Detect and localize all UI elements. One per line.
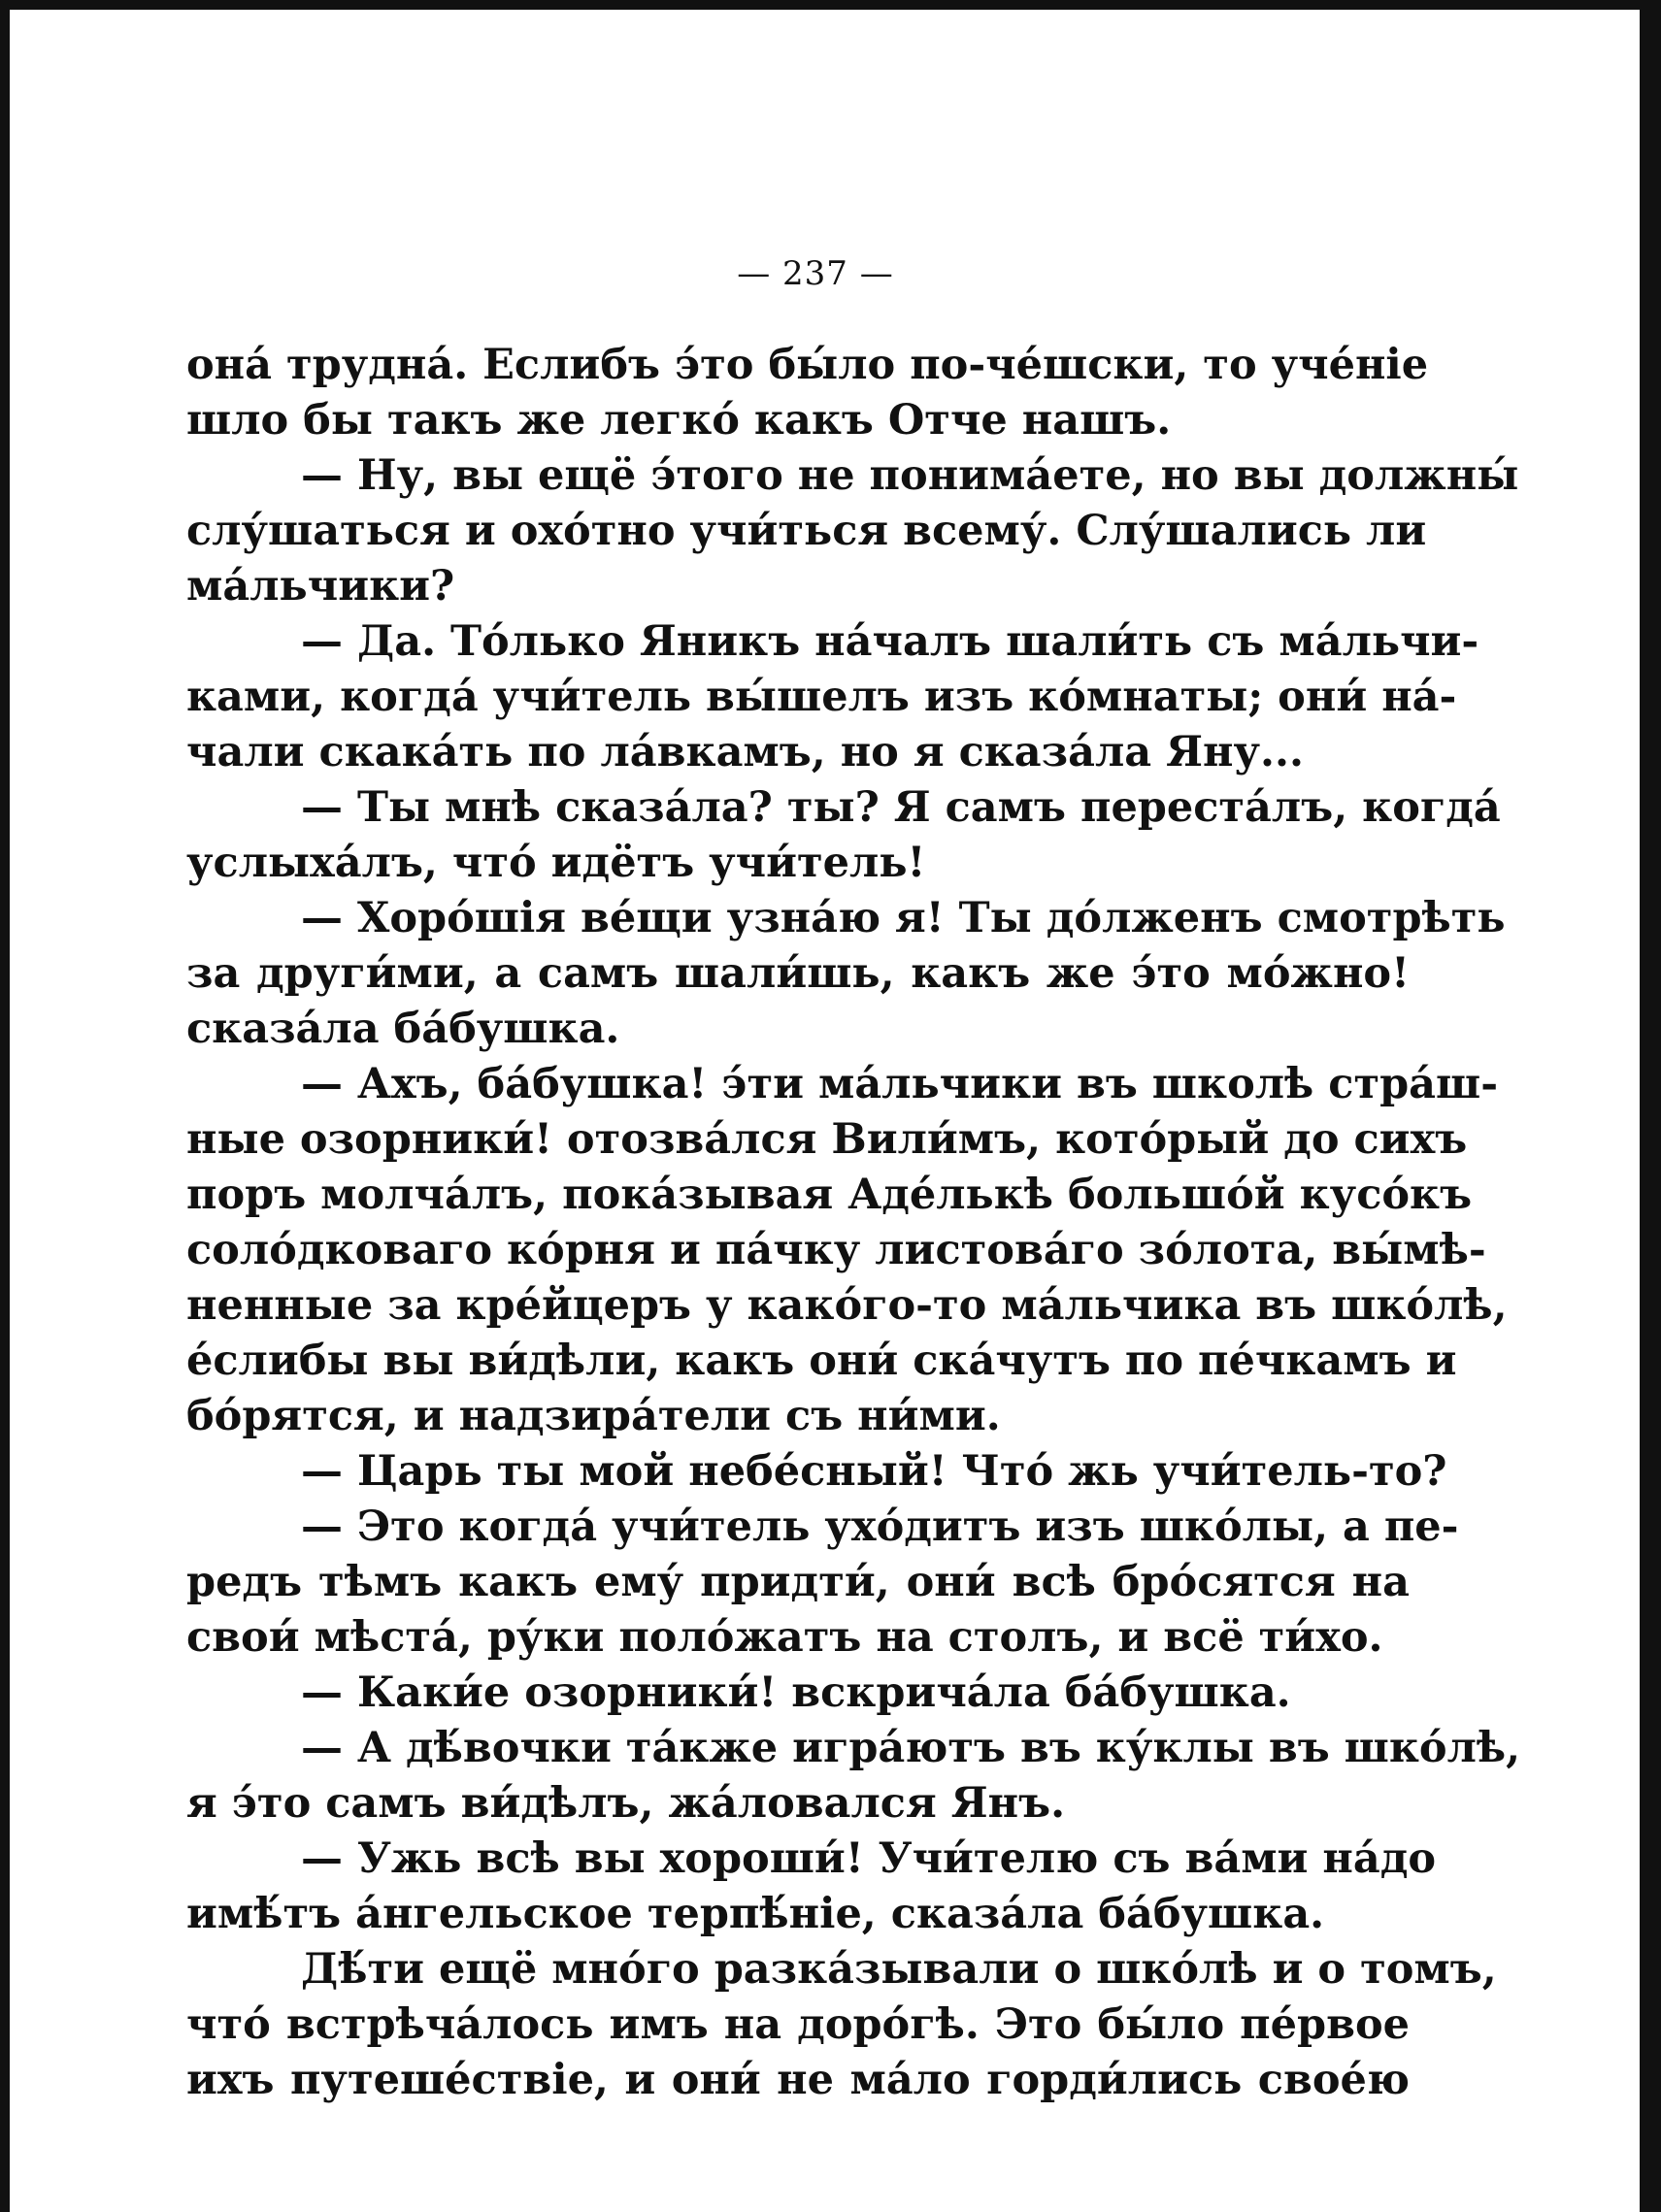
text-line: — Ужь всѣ вы хороши́! Учи́телю съ ва́ми на́до	[301, 1834, 1437, 1883]
text-line: ные озорники́! отозва́лся Вили́мъ, кото́рый до сихъ	[186, 1115, 1468, 1164]
text-line: она́ трудна́. Еслибъ э́то бы́ло по-че́шски, то уче́ніе	[186, 341, 1429, 389]
text-line: — Каки́е озорники́! вскрича́ла ба́бушка.	[301, 1668, 1291, 1717]
page-number: — 237 —	[737, 254, 894, 293]
body-text	[186, 338, 1521, 2108]
text-line: — А дѣ́вочки та́кже игра́ютъ въ ку́клы въ шко́лѣ,	[301, 1724, 1521, 1772]
text-line: — Да. То́лько Яникъ на́чалъ шали́ть съ ма́льчи-	[301, 617, 1479, 666]
text-line: ихъ путеше́ствіе, и они́ не ма́ло горди́лись свое́ю	[186, 2056, 1410, 2104]
scan-border-right	[1640, 0, 1661, 2212]
text-line: ненные за кре́йцеръ у како́го-то ма́льчика въ шко́лѣ,	[186, 1281, 1508, 1330]
text-line: услыха́лъ, что́ идётъ учи́тель!	[186, 839, 926, 887]
text-line: — Хоро́шія ве́щи узна́ю я! Ты до́лженъ смотрѣть	[301, 894, 1506, 942]
text-line: что́ встрѣча́лось имъ на доро́гѣ. Это бы́ло пе́рвое	[186, 2000, 1410, 2049]
text-line: я э́то самъ ви́дѣлъ, жа́ловался Янъ.	[186, 1779, 1066, 1828]
text-line: редъ тѣмъ какъ ему́ придти́, они́ всѣ бро́сятся на	[186, 1558, 1410, 1606]
text-line: за други́ми, а самъ шали́шь, какъ же э́то мо́жно!	[186, 949, 1410, 998]
text-line: — Ты мнѣ сказа́ла? ты? Я самъ переста́лъ, когда́	[301, 783, 1501, 832]
text-line: ма́льчики?	[186, 562, 455, 611]
text-line: шло бы такъ же легко́ какъ Отче нашъ.	[186, 396, 1172, 445]
text-line: поръ молча́лъ, пока́зывая Аде́лькѣ большо́й кусо́къ	[186, 1171, 1473, 1219]
text-line: чали скака́ть по ла́вкамъ, но я сказа́ла Яну...	[186, 728, 1304, 776]
text-line: соло́дковаго ко́рня и па́чку листова́го зо́лота, вы́мѣ-	[186, 1226, 1486, 1274]
text-line: имѣ́тъ а́нгельское терпѣ́ніе, сказа́ла ба́бушка.	[186, 1890, 1325, 1938]
text-line: — Это когда́ учи́тель ухо́дитъ изъ шко́лы, а пе-	[301, 1502, 1459, 1551]
text-line: ками, когда́ учи́тель вы́шелъ изъ ко́мнаты; они́ на́-	[186, 673, 1457, 721]
scan-border-top	[0, 0, 1661, 10]
scan-border-left	[0, 0, 10, 2212]
text-line: — Ахъ, ба́бушка! э́ти ма́льчики въ школѣ стра́ш-	[301, 1060, 1499, 1108]
text-line: сказа́ла ба́бушка.	[186, 1005, 620, 1053]
text-line: — Царь ты мой небе́сный! Что́ жь учи́тель-то?	[301, 1447, 1447, 1496]
text-line: Дѣ́ти ещё мно́го разка́зывали о шко́лѣ и о томъ,	[301, 1945, 1497, 1994]
text-line: е́слибы вы ви́дѣли, какъ они́ ска́чутъ по пе́чкамъ и	[186, 1337, 1457, 1385]
text-line: — Ну, вы ещё э́того не понима́ете, но вы должны́	[301, 451, 1519, 500]
text-line: бо́рятся, и надзира́тели съ ни́ми.	[186, 1392, 1001, 1440]
text-line: свои́ мѣста́, ру́ки поло́жатъ на столъ, и всё ти́хо.	[186, 1613, 1383, 1662]
text-line: слу́шаться и охо́тно учи́ться всему́. Слу́шались ли	[186, 507, 1427, 555]
